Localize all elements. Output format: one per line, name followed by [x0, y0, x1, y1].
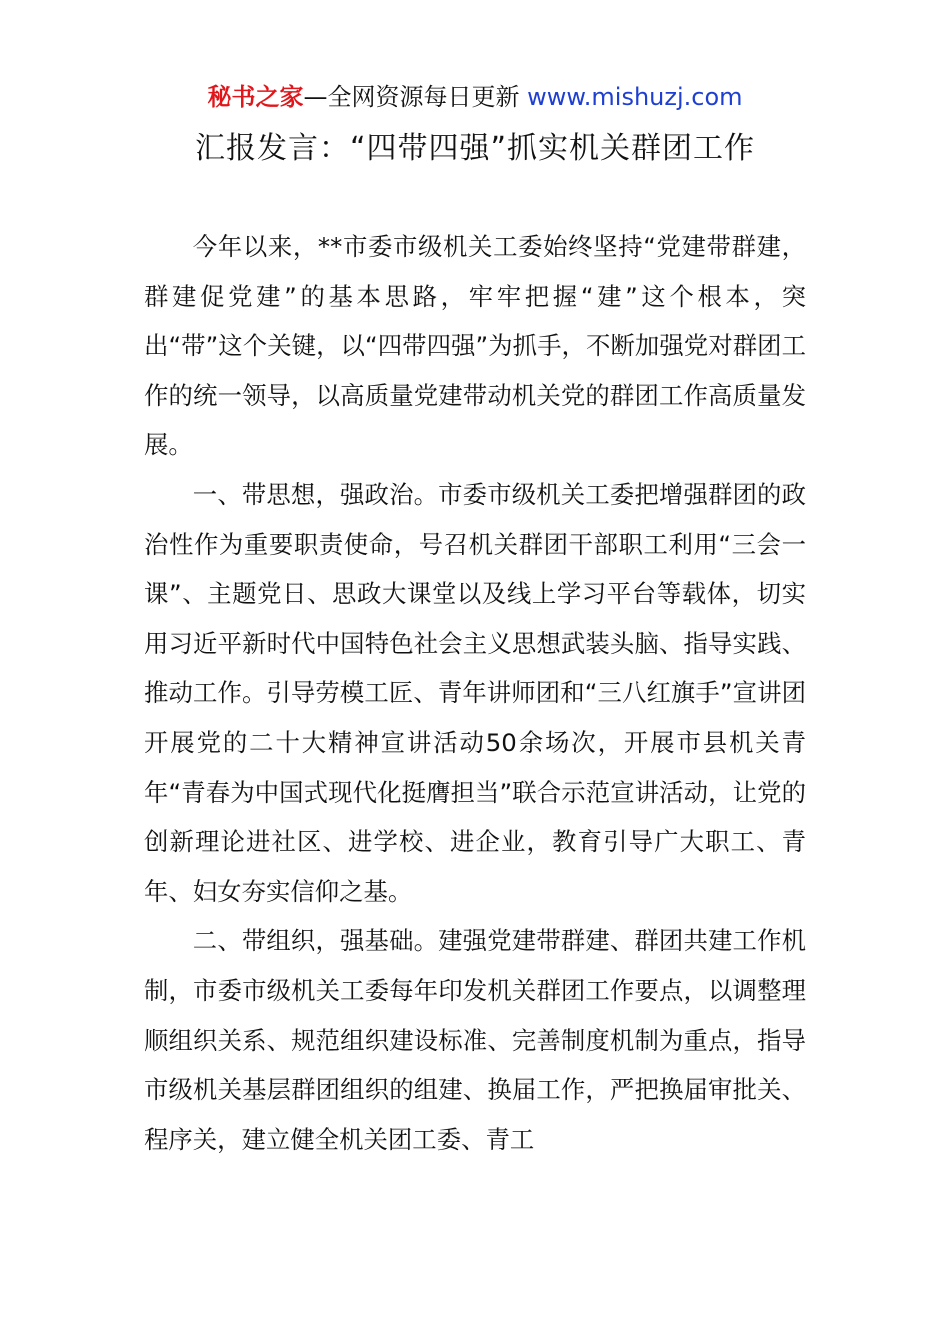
site-tagline: —全网资源每日更新	[303, 83, 520, 111]
paragraph-section-2: 二、带组织，强基础。建强党建带群建、群团共建工作机制，市委市级机关工委每年印发机关群团工作要点，以调整理顺组织关系、规范组织建设标准、完善制度机制为重点，指导市级机关基层群团组织的组建、换届工作，严把换届审批关、程序关，建立健全机关团工委、青工	[144, 926, 806, 1154]
site-header	[0, 82, 950, 112]
site-brand: 秘书之家	[207, 83, 304, 111]
document-body	[144, 222, 806, 1164]
document-title: 汇报发言：“四带四强”抓实机关群团工作	[194, 131, 756, 166]
paragraph-section-1: 一、带思想，强政治。市委市级机关工委把增强群团的政治性作为重要职责使命，号召机关群团干部职工利用“三会一课”、主题党日、思政大课堂以及线上学习平台等载体，切实用习近平新时代中国特色社会主义思想武装头脑、指导实践、推动工作。引导劳模工匠、青年讲师团和“三八红旗手”宣讲团开展党的二十大精神宣讲活动50余场次，开展市县机关青年“青春为中国式现代化挺膺担当”联合示范宣讲活动，让党的创新理论进社区、进学校、进企业，教育引导广大职工、青年、妇女夯实信仰之基。	[144, 479, 806, 906]
paragraph-intro: 今年以来，**市委市级机关工委始终坚持“党建带群建，群建促党建”的基本思路，牢牢把握“建”这个根本，突出“带”这个关键，以“四带四强”为抓手，不断加强党对群团工作的统一领导，以高质量党建带动机关党的群团工作高质量发展。	[144, 232, 806, 460]
site-url-link[interactable]: www.mishuzj.com	[527, 83, 743, 111]
